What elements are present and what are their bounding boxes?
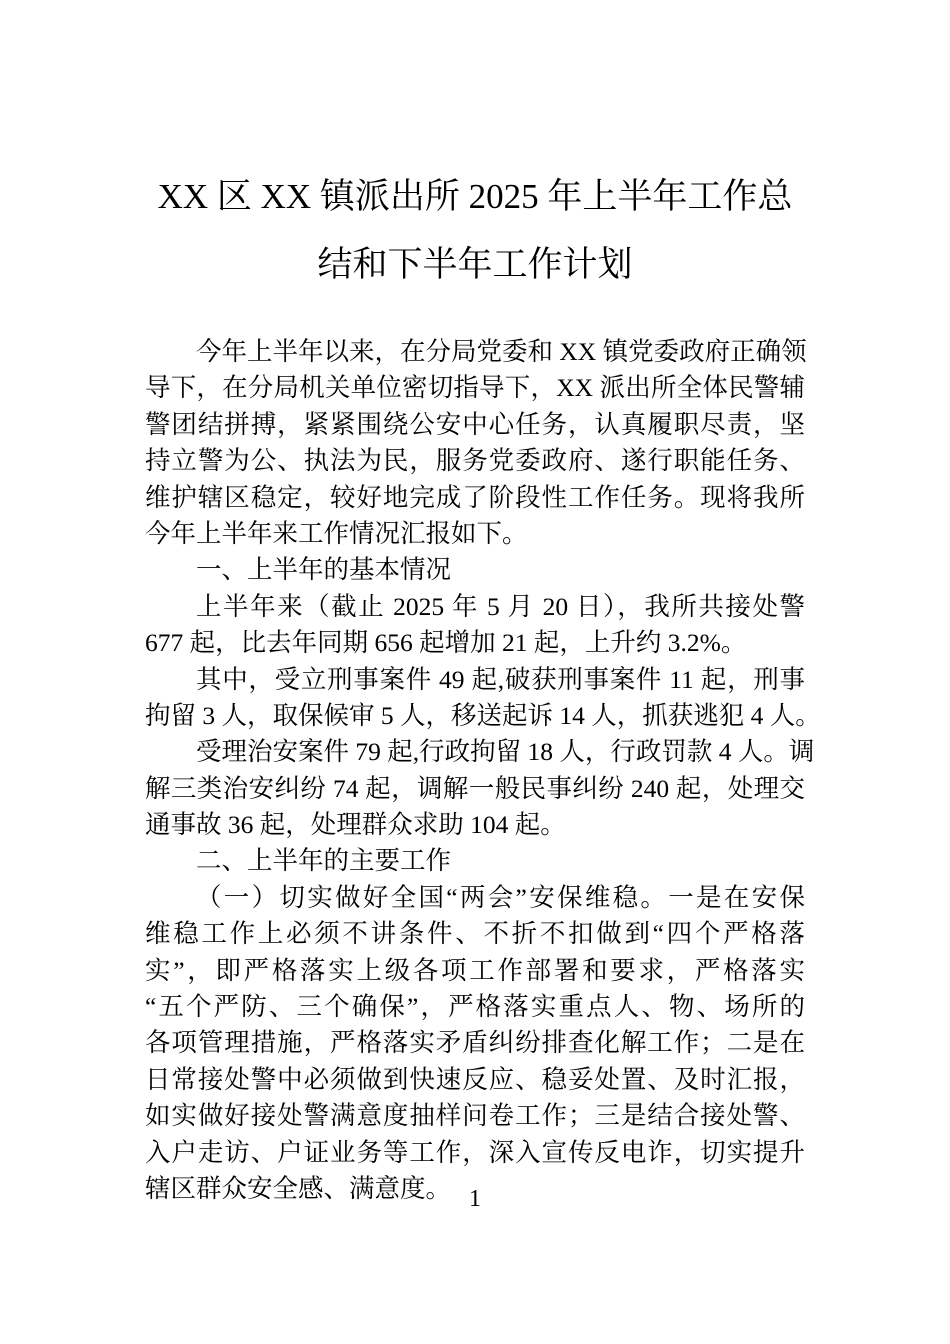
paragraph: [145, 589, 805, 662]
paragraph-line: 其中，受立刑事案件 49 起,破获刑事案件 11 起，刑事: [196, 664, 805, 694]
paragraph-line: 解三类治安纠纷 74 起，调解一般民事纠纷 240 起，处理交: [145, 773, 805, 803]
paragraph-line: 持立警为公、执法为民，服务党委政府、遂行职能任务、: [145, 446, 805, 476]
paragraph-line: 维稳工作上必须不讲条件、不折不扣做到“四个严格落: [145, 919, 805, 949]
paragraph-line: 各项管理措施，严格落实矛盾纠纷排查化解工作；二是在: [145, 1028, 805, 1058]
paragraph: [145, 880, 805, 1208]
paragraph-line: 日常接处警中必须做到快速反应、稳妥处置、及时汇报，: [145, 1064, 805, 1094]
page-number: 1: [469, 1186, 481, 1212]
paragraph-line: 上半年来（截止 2025 年 5 月 20 日），我所共接处警: [196, 591, 805, 621]
paragraph-line: 辖区群众安全感、满意度。: [145, 1173, 452, 1203]
paragraph: [145, 843, 805, 879]
document-title-line-1: XX 区 XX 镇派出所 2025 年上半年工作总: [157, 177, 793, 216]
paragraph-line: 一、上半年的基本情况: [196, 555, 452, 585]
paragraph-line: 如实做好接处警满意度抽样问卷工作；三是结合接处警、: [145, 1101, 805, 1131]
paragraph-line: 受理治安案件 79 起,行政拘留 18 人，行政罚款 4 人。调: [196, 737, 815, 767]
paragraph-line: 二、上半年的主要工作: [196, 846, 452, 876]
paragraph-line: 入户走访、户证业务等工作，深入宣传反电诈，切实提升: [145, 1137, 805, 1167]
paragraph-line: 实”，即严格落实上级各项工作部署和要求，严格落实: [145, 955, 805, 985]
paragraph-line: 警团结拼搏，紧紧围绕公安中心任务，认真履职尽责，坚: [145, 409, 805, 439]
paragraph: [145, 734, 815, 843]
paragraph: [145, 552, 805, 588]
paragraph: [145, 662, 821, 735]
document-body: [145, 334, 821, 1207]
paragraph-line: 今年上半年以来，在分局党委和 XX 镇党委政府正确领: [196, 337, 807, 366]
paragraph-line: （一）切实做好全国“两会”安保维稳。一是在安保: [196, 882, 805, 912]
paragraph: [145, 334, 805, 552]
document-title-line-2: 结和下半年工作计划: [317, 245, 633, 284]
paragraph-line: 维护辖区稳定，较好地完成了阶段性工作任务。现将我所: [145, 482, 805, 512]
paragraph-line: 677 起，比去年同期 656 起增加 21 起，上升约 3.2%。: [145, 628, 747, 658]
paragraph-line: “五个严防、三个确保”，严格落实重点人、物、场所的: [145, 992, 805, 1022]
paragraph-line: 通事故 36 起，处理群众求助 104 起。: [145, 810, 566, 840]
paragraph-line: 拘留 3 人，取保候审 5 人，移送起诉 14 人，抓获逃犯 4 人。: [145, 700, 821, 730]
paragraph-line: 导下，在分局机关单位密切指导下，XX 派出所全体民警辅: [145, 373, 805, 403]
paragraph-line: 今年上半年来工作情况汇报如下。: [145, 518, 528, 548]
